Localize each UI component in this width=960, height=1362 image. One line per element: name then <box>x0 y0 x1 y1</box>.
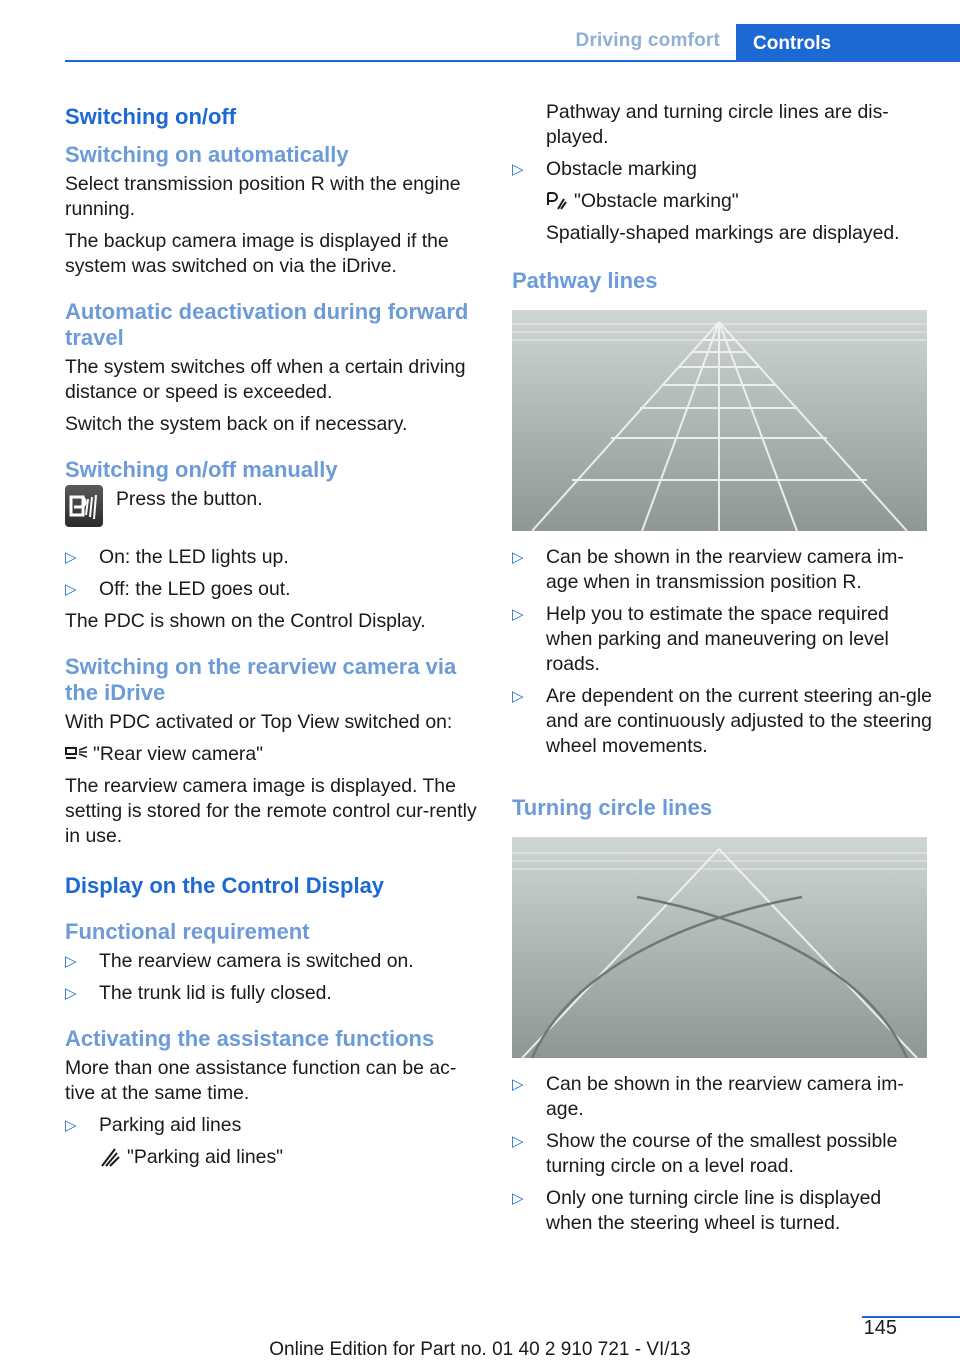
paragraph: Spatially-shaped markings are displayed. <box>546 222 900 244</box>
list-item: ▷ Show the course of the smallest possible turning circle on a level road. <box>512 1130 898 1177</box>
list-item: ▷ Help you to estimate the space required when parking and maneuvering on level roads. <box>512 603 889 675</box>
bullet-icon: ▷ <box>512 1133 524 1150</box>
heading-functional-requirement: Functional requirement <box>65 919 310 944</box>
obstacle-marking-icon <box>546 191 568 211</box>
menu-item-obstacle-marking: "Obstacle marking" <box>512 189 932 214</box>
button-row <box>65 487 485 531</box>
chapter-tab: Controls <box>736 24 960 62</box>
paragraph: The system switches off when a certain driving distance or speed is exceeded. <box>65 356 466 403</box>
bullet-icon: ▷ <box>65 581 77 598</box>
list-item: ▷ Can be shown in the rearview camera im-age. <box>512 1073 904 1120</box>
paragraph: Pathway and turning circle lines are dis-played. <box>546 101 889 148</box>
page-footer <box>0 1316 960 1362</box>
press-button-text: Press the button. <box>116 488 263 510</box>
list-item: ▷ Are dependent on the current steering an-gle and are continuously adjusted to the steering wheel movements. <box>512 685 932 757</box>
paragraph: More than one assistance function can be ac-tive at the same time. <box>65 1057 457 1104</box>
heading-activating-assistance: Activating the assistance functions <box>65 1026 435 1051</box>
bullet-icon: ▷ <box>512 1190 524 1207</box>
paragraph: The PDC is shown on the Control Display. <box>65 610 426 632</box>
paragraph: Switch the system back on if necessary. <box>65 413 408 435</box>
list-item: ▷ Parking aid lines <box>65 1114 242 1136</box>
bullet-icon: ▷ <box>512 549 524 566</box>
paragraph: With PDC activated or Top View switched on: <box>65 711 453 733</box>
list-item: ▷ Only one turning circle line is displayed when the steering wheel is turned. <box>512 1187 882 1234</box>
paragraph: Select transmission position R with the engine running. <box>65 173 461 220</box>
bullet-icon: ▷ <box>512 688 524 705</box>
heading-switching-on-off: Switching on/off <box>65 104 237 129</box>
pathway-lines-image <box>512 310 927 531</box>
heading-automatic-deactivation: Automatic deactivation during forward travel <box>65 299 469 350</box>
turning-circle-lines-image <box>512 837 927 1058</box>
pdc-button-icon <box>65 485 103 527</box>
page-header <box>0 0 960 62</box>
edition-text: Online Edition for Part no. 01 40 2 910 721 - VI/13 <box>269 1339 691 1360</box>
rear-camera-icon <box>65 744 87 764</box>
heading-turning-circle-lines: Turning circle lines <box>512 795 713 820</box>
list-item: ▷ On: the LED lights up. <box>65 546 289 568</box>
heading-display-control-display: Display on the Control Display <box>65 873 385 898</box>
list-item: ▷ Can be shown in the rearview camera im-age when in transmission position R. <box>512 546 904 593</box>
bullet-icon: ▷ <box>65 953 77 970</box>
section-title: Driving comfort <box>575 30 720 51</box>
page-number: 145 <box>863 1317 897 1339</box>
left-column <box>65 100 485 1177</box>
bullet-icon: ▷ <box>65 549 77 566</box>
heading-switching-manually: Switching on/off manually <box>65 457 338 482</box>
paragraph: The rearview camera image is displayed. The setting is stored for the remote control cur-rently in use. <box>65 775 477 847</box>
menu-item-parking-aid-lines: "Parking aid lines" <box>65 1145 485 1170</box>
list-item: ▷ The rearview camera is switched on. <box>65 950 414 972</box>
list-item: ▷ Off: the LED goes out. <box>65 578 291 600</box>
bullet-icon: ▷ <box>512 161 524 178</box>
right-column <box>512 100 932 1243</box>
bullet-icon: ▷ <box>512 606 524 623</box>
list-item: ▷ Obstacle marking <box>512 158 697 180</box>
bullet-icon: ▷ <box>512 1076 524 1093</box>
header-rule <box>65 60 736 62</box>
bullet-icon: ▷ <box>65 1117 77 1134</box>
bullet-icon: ▷ <box>65 985 77 1002</box>
heading-pathway-lines: Pathway lines <box>512 268 658 293</box>
parking-aid-lines-icon <box>99 1147 121 1167</box>
list-item: ▷ The trunk lid is fully closed. <box>65 982 332 1004</box>
heading-switching-camera-idrive: Switching on the rearview camera via the iDrive <box>65 654 457 705</box>
paragraph: The backup camera image is displayed if the system was switched on via the iDrive. <box>65 230 449 277</box>
menu-item-rear-view-camera: "Rear view camera" <box>65 742 485 767</box>
heading-switching-on-automatically: Switching on automatically <box>65 142 349 167</box>
